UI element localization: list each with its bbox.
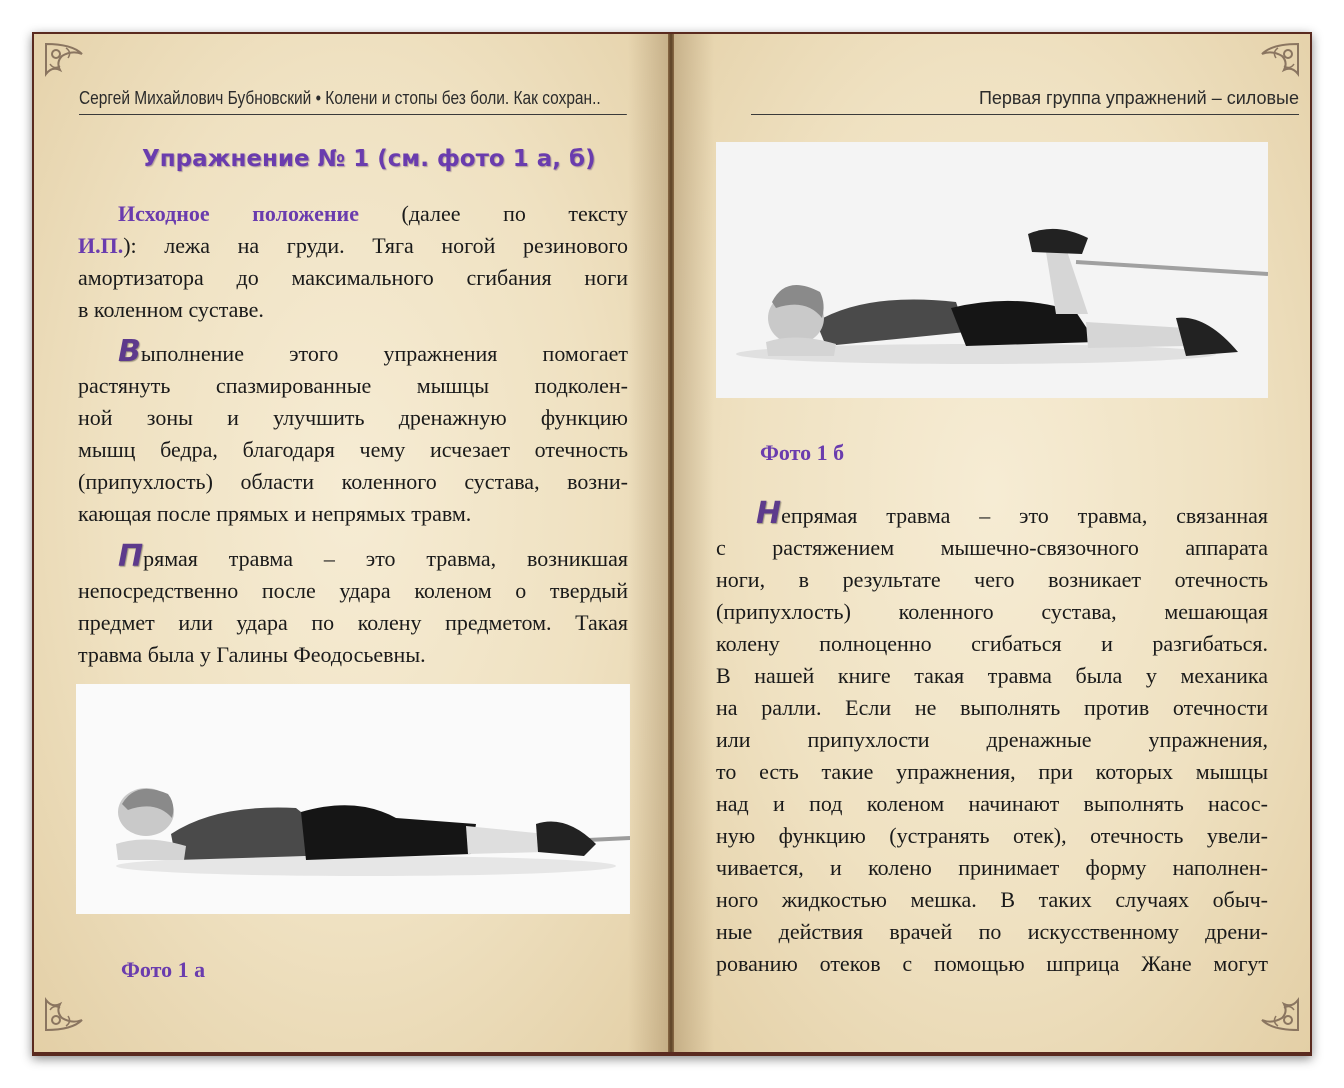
photo-caption: Фото 1 б — [760, 440, 845, 465]
drop-cap: П — [118, 539, 144, 574]
corner-ornament-icon — [42, 964, 112, 1034]
open-book — [32, 32, 1312, 1056]
text-line: чивается, и колено принимает форму наполнен- — [716, 855, 1268, 880]
drop-cap: Н — [756, 496, 782, 531]
text-line: травма была у Галины Феодосьевны. — [78, 642, 426, 667]
text-line: с растяжением мышечно-связочного аппарата — [716, 535, 1268, 560]
text-line: непосредственно после удара коленом о твердый — [78, 578, 628, 603]
text-line: Прямая травма – это травма, возникшая — [118, 539, 628, 574]
text-line: или припухлости дренажные упражнения, — [716, 727, 1268, 752]
text-line: Выполнение этого упражнения помогает — [118, 334, 628, 369]
exercise-title: Упражнение № 1 (см. фото 1 а, б) — [142, 146, 596, 172]
photo-caption: Фото 1 а — [121, 957, 206, 982]
running-head: Сергей Михайлович Бубновский • Колени и стопы без боли. Как сохран.. — [79, 84, 627, 115]
text-line: И.П.): лежа на груди. Тяга ногой резинового — [78, 233, 628, 258]
paragraph-initial-position — [78, 198, 628, 326]
text-line: колену полноценно сгибаться и разгибаться. — [716, 631, 1268, 656]
left-page — [34, 34, 668, 1052]
text-line: рованию отеков с помощью шприца Жане могут — [716, 951, 1268, 976]
abbr-highlight: И.П. — [78, 233, 124, 258]
drop-cap: В — [118, 334, 141, 369]
text-line: ные действия врачей по искусственному дрени- — [716, 919, 1268, 944]
photo-1a — [76, 684, 630, 914]
text-line: Исходное положение (далее по тексту — [118, 201, 628, 226]
text-line: Непрямая травма – это травма, связанная — [756, 496, 1268, 531]
paragraph-indirect-trauma — [716, 496, 1268, 980]
text-line: В нашей книге такая травма была у механика — [716, 663, 1268, 688]
text-line: (припухлость) коленного сустава, мешающая — [716, 599, 1268, 624]
text-line: растянуть спазмированные мышцы подколен- — [78, 373, 628, 398]
text-line: ноги, в результате чего возникает отечность — [716, 567, 1268, 592]
text-line: (припухлость) области коленного сустава, возни- — [78, 469, 628, 494]
text-line: ного жидкостью мешка. В таких случаях обыч- — [716, 887, 1268, 912]
right-page — [674, 34, 1310, 1052]
text-line: ную функцию (устранять отек), отечность увели- — [716, 823, 1268, 848]
text-line: ной зоны и улучшить дренажную функцию — [78, 405, 628, 430]
text-line: мышц бедра, благодаря чему исчезает отечность — [78, 437, 628, 462]
running-head: Первая группа упражнений – силовые — [751, 84, 1299, 115]
photo-1b — [716, 142, 1268, 398]
text-line: предмет или удара по колену предметом. Такая — [78, 610, 628, 635]
text-line: то есть такие упражнения, при которых мышцы — [716, 759, 1268, 784]
text-line: над и под коленом начинают выполнять насос- — [716, 791, 1268, 816]
term-highlight: Исходное положение — [118, 201, 359, 226]
text-line: на ралли. Если не выполнять против отечности — [716, 695, 1268, 720]
text-line: амортизатора до максимального сгибания ноги — [78, 265, 628, 290]
text-line: в коленном суставе. — [78, 297, 264, 322]
paragraph-execution — [78, 334, 628, 530]
text-line: кающая после прямых и непрямых травм. — [78, 501, 472, 526]
paragraph-direct-trauma — [78, 539, 628, 671]
